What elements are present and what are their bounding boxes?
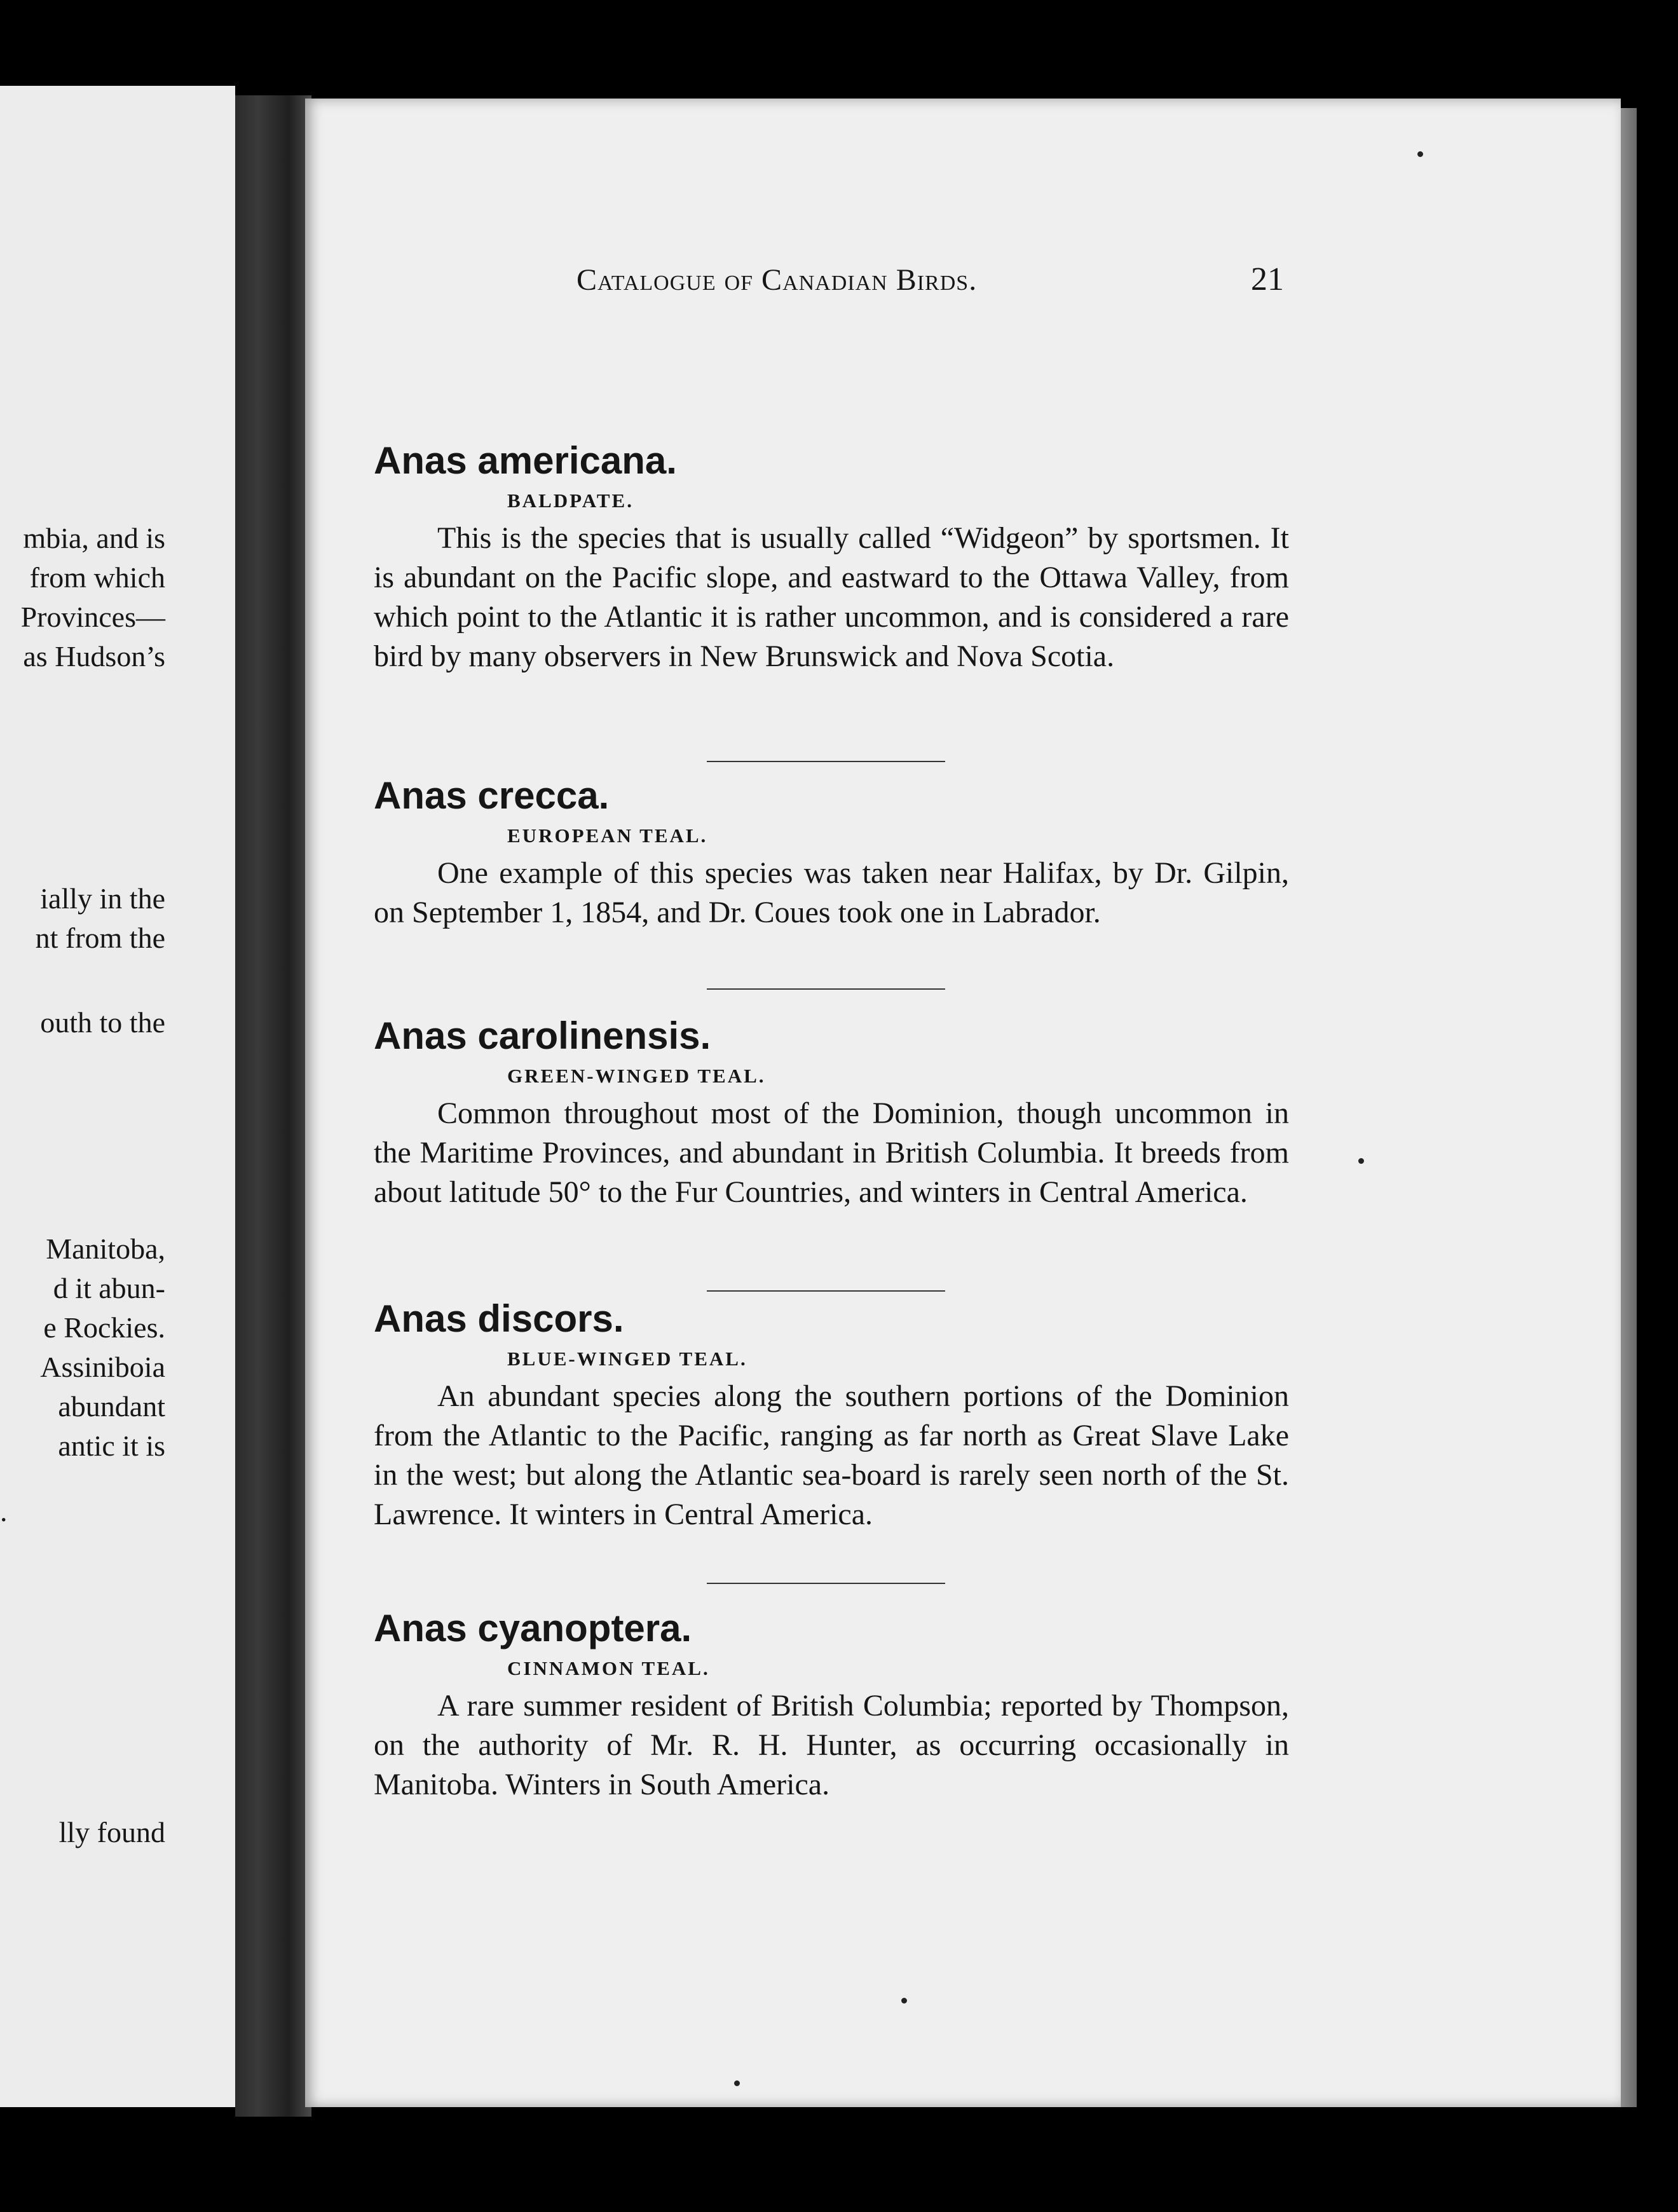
scan-speck <box>1358 1158 1364 1164</box>
species-name: Anas cyanoptera. <box>374 1607 692 1649</box>
scan-speck <box>1417 151 1423 157</box>
left-page-line: abundant <box>58 1390 165 1423</box>
left-page-line: as Hudson’s <box>23 640 165 672</box>
section-divider <box>707 988 945 990</box>
species-entry <box>374 1014 1289 1212</box>
entry-text: Common throughout most of the Dominion, though uncommon in the Maritime Provinces, and abundant in British Columbia. It breeds from about latitude 50° to the Fur Countries, and winters in Central America. <box>374 1096 1289 1210</box>
left-page-line: nt from the <box>35 922 165 954</box>
common-name: BALDPATE. <box>507 489 634 512</box>
left-page-line: lly found <box>58 1816 165 1848</box>
common-name: CINNAMON TEAL. <box>507 1657 710 1679</box>
left-page-line: outh to the <box>40 1006 165 1039</box>
left-page-line: antic it is <box>58 1430 165 1462</box>
species-entry <box>374 774 1289 932</box>
left-page-line: Provinces— <box>20 601 165 633</box>
species-entry <box>374 1297 1289 1534</box>
left-page-line: ially in the <box>40 882 165 915</box>
scan-speck <box>901 1998 907 2004</box>
common-name: GREEN-WINGED TEAL. <box>507 1065 766 1087</box>
left-page-line: from which <box>29 561 165 594</box>
book-spine-shadow <box>235 95 311 2117</box>
page-number: 21 <box>1251 261 1284 297</box>
species-entry <box>374 439 1289 676</box>
entry-text: One example of this species was taken near Halifax, by Dr. Gilpin, on September 1, 1854, and Dr. Coues took one in Labrador. <box>374 856 1289 930</box>
section-divider <box>707 1290 945 1292</box>
left-page-line: Manitoba, <box>46 1232 165 1265</box>
left-page-line: d it abun- <box>53 1272 165 1304</box>
left-page-line: mbia, and is <box>23 522 165 554</box>
scan-speck <box>734 2080 740 2086</box>
common-name: BLUE-WINGED TEAL. <box>507 1348 747 1370</box>
previous-page-fragment <box>0 86 235 2107</box>
species-name: Anas discors. <box>374 1297 624 1340</box>
left-page-line: e Rockies. <box>43 1311 165 1344</box>
running-head: Catalogue of Canadian Birds. <box>576 263 978 297</box>
entry-text: An abundant species along the southern portions of the Dominion from the Atlantic to the Pacific, ranging as far north as Great Slave Lake in the west; but along the Atlantic sea-board is rarely seen north of the St. Lawrence. It winters in Central America. <box>374 1379 1289 1532</box>
species-name: Anas carolinensis. <box>374 1014 711 1057</box>
left-page-line: Assiniboia <box>40 1351 165 1383</box>
left-page-line: . <box>0 1495 8 1527</box>
entry-text: This is the species that is usually called “Widgeon” by sportsmen. It is abundant on the Pacific slope, and eastward to the Ottawa Valley, from which point to the Atlantic it is rather uncommon, and is considered a rare bird by many observers in New Brunswick and Nova Scotia. <box>374 521 1289 674</box>
common-name: EUROPEAN TEAL. <box>507 824 708 847</box>
species-name: Anas americana. <box>374 439 677 482</box>
section-divider <box>707 1583 945 1584</box>
species-entry <box>374 1609 1289 1805</box>
species-name: Anas crecca. <box>374 774 610 817</box>
entry-text: A rare summer resident of British Columbia; reported by Thompson, on the authority of Mr. R. H. Hunter, as occurring occasionally in Manitoba. Winters in South America. <box>374 1689 1289 1802</box>
section-divider <box>707 761 945 762</box>
